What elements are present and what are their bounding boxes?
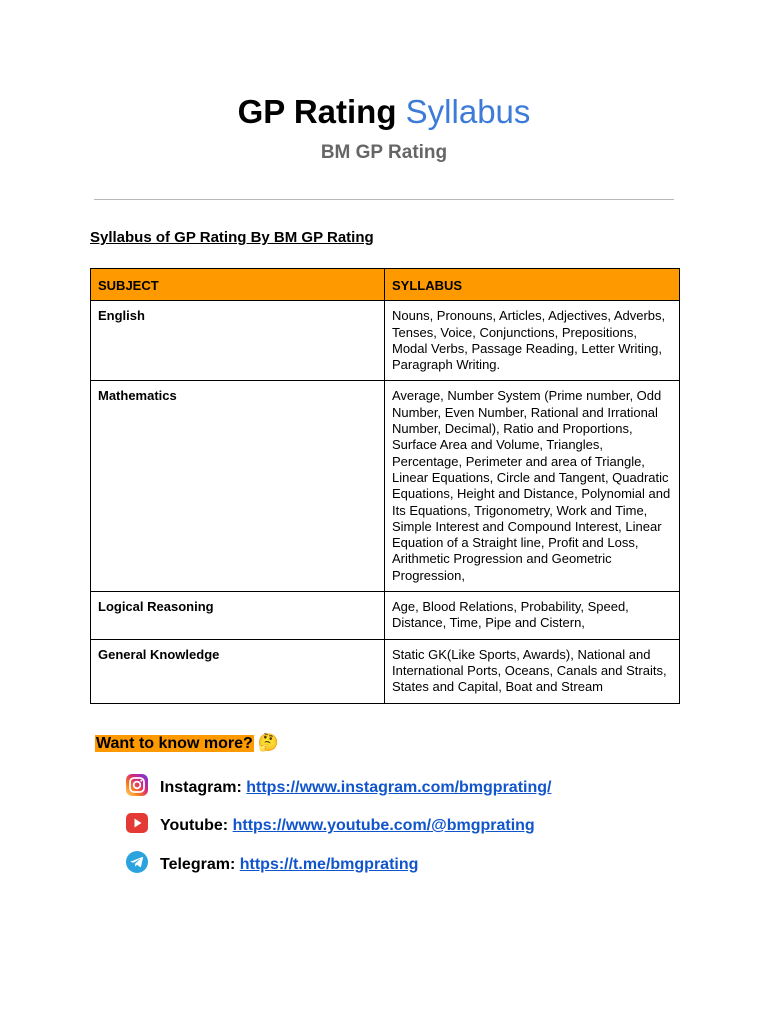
instagram-link[interactable]: https://www.instagram.com/bmgprating/ — [246, 779, 552, 796]
youtube-icon — [125, 811, 149, 835]
section-heading: Syllabus of GP Rating By BM GP Rating — [90, 229, 374, 246]
syllabus-cell: Age, Blood Relations, Probability, Speed, Distance, Time, Pipe and Cistern, — [385, 592, 680, 640]
horizontal-divider — [94, 199, 674, 200]
instagram-label: Instagram: — [160, 779, 242, 796]
subject-cell: Mathematics — [91, 381, 385, 592]
table-row — [91, 592, 680, 640]
table-row — [91, 639, 680, 703]
youtube-row — [125, 813, 535, 839]
youtube-link[interactable]: https://www.youtube.com/@bmgprating — [232, 817, 535, 834]
table-row — [91, 381, 680, 592]
telegram-label: Telegram: — [160, 856, 236, 873]
youtube-label: Youtube: — [160, 817, 229, 834]
want-to-know-more — [95, 733, 279, 754]
telegram-link[interactable]: https://t.me/bmgprating — [239, 856, 419, 873]
page-title — [0, 92, 768, 132]
telegram-icon — [125, 850, 149, 874]
column-header-subject: SUBJECT — [91, 269, 385, 301]
title-main: GP Rating — [237, 93, 397, 130]
syllabus-table — [90, 268, 680, 704]
subject-cell: English — [91, 301, 385, 381]
telegram-row — [125, 852, 418, 878]
syllabus-cell: Static GK(Like Sports, Awards), National and International Ports, Oceans, Canals and Straits, States and Capital, Boat and Stream — [385, 639, 680, 703]
page-subtitle: BM GP Rating — [320, 142, 448, 163]
table-header-row — [91, 269, 680, 301]
table-row — [91, 301, 680, 381]
column-header-syllabus: SYLLABUS — [385, 269, 680, 301]
instagram-icon — [125, 773, 149, 797]
title-accent: Syllabus — [405, 93, 531, 130]
want-to-know-more-label: Want to know more? — [96, 735, 253, 752]
syllabus-cell: Nouns, Pronouns, Articles, Adjectives, Adverbs, Tenses, Voice, Conjunctions, Prepositions, Modal Verbs, Passage Reading, Letter Writing, Paragraph Writing. — [385, 301, 680, 381]
subject-cell: General Knowledge — [91, 639, 385, 703]
thinking-face-icon: 🤔 — [257, 733, 279, 752]
subject-cell: Logical Reasoning — [91, 592, 385, 640]
syllabus-cell: Average, Number System (Prime number, Odd Number, Even Number, Rational and Irrational Number, Decimal), Ratio and Proportions, Surface Area and Volume, Triangles, Percentage, Perimeter and area of Triangle, Linear Equations, Circle and Tangent, Quadratic Equations, Height and Distance, Polynomial and Its Equations, Trigonometry, Work and Time, Simple Interest and Compound Interest, Linear Equation of a Straight line, Profit and Loss, Arithmetic Progression and Geometric Progression, — [385, 381, 680, 592]
instagram-row — [125, 775, 551, 801]
